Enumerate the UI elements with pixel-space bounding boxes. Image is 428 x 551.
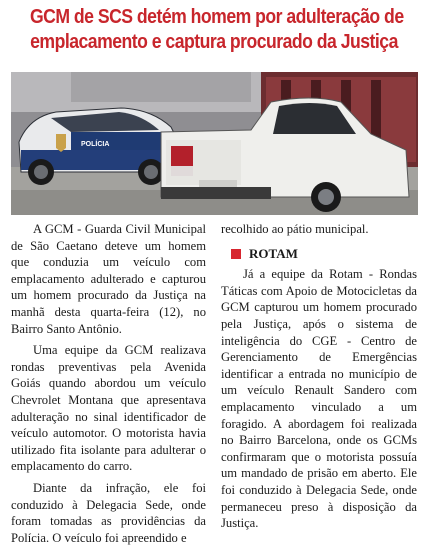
headline-line-2: emplacamento e captura procurado da Justiça	[30, 30, 398, 53]
svg-text:POLÍCIA: POLÍCIA	[81, 141, 110, 148]
article-paragraph: A GCM - Guarda Civil Municipal de São Caetano deteve um homem que conduzia um veículo com emplacamento adulterado e capturou um homem procurado da Justiça na manhã desta quarta-feira (12), no Bairro Santo Antônio.	[11, 222, 206, 336]
section-bullet-icon	[231, 249, 241, 259]
news-photo	[11, 72, 418, 215]
section-title: ROTAM	[249, 245, 298, 261]
photo-police-car-and-pickup-icon	[11, 72, 418, 215]
article-column-left	[11, 221, 206, 546]
article-column-right	[221, 221, 417, 532]
article-paragraph: Já a equipe da Rotam - Rondas Táticas com Apoio de Motocicletas da GCM capturou um homem procurado pela Justiça, após o sistema de inteligência do CGE - Centro de Gerenciamento de Emergências identificar a entrada no município de um veículo Renault Sandero com emplacamento vinculado a um foragido. A abordagem foi realizada no Bairro Barcelona, onde os GCMs confirmaram que o motorista possuía um mandado de prisão em aberto. Ele foi conduzido à Delegacia Sede, onde permaneceu preso à disposição da Justiça.	[221, 267, 417, 531]
section-heading-rotam	[231, 246, 417, 263]
headline	[0, 0, 428, 54]
headline-line-1: GCM de SCS detém homem por adulteração de	[29, 5, 404, 28]
article-paragraph-continuation: recolhido ao pátio municipal.	[221, 222, 369, 236]
article-paragraph: Uma equipe da GCM realizava rondas preventivas pela Avenida Goiás quando abordou um veículo Chevrolet Montana que apresentava adulteração no sinal identificador de veículo automotor. O motorista havia utilizado fita isolante para adulterar o emplacamento do carro.	[11, 343, 206, 474]
article-paragraph: Diante da infração, ele foi conduzido à Delegacia Sede, onde foram tomadas as providências da Polícia. O veículo foi apreendido e	[11, 480, 206, 545]
